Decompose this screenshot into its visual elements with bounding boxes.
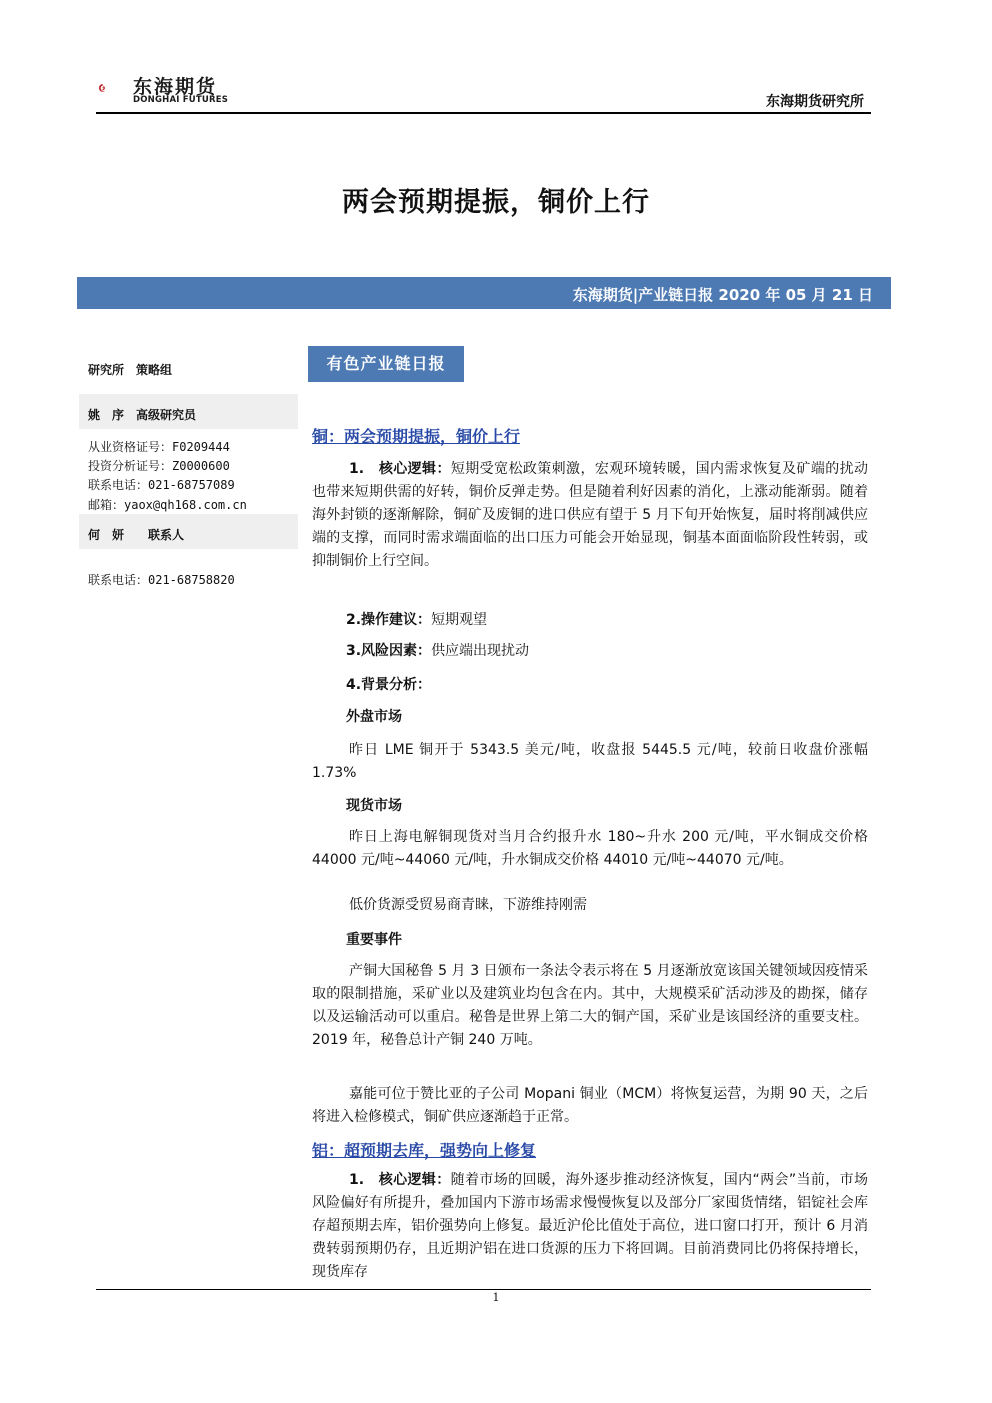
external-market-title: 外盘市场 — [346, 709, 402, 725]
copper-advice-text: 短期观望 — [431, 612, 488, 628]
copper-background-label: 4.背景分析： — [346, 677, 432, 693]
copper-logic-text: 短期受宽松政策刺激，宏观环境转暖，国内需求恢复及矿端的扰动也带来短期供需的好转，铜价反弹走势。但是随着利好因素的消化，上涨动能渐弱。随着海外封锁的逐渐解除，铜矿及废铜的进口供应有望于 5 月下旬开始恢复，届时将削减供应端的支撑，而同时需求端面临的出口压力可能会开始显现，铜基本面面临阶段性转弱，或抑制铜价上行空间。 — [312, 461, 869, 569]
header-rule — [96, 112, 871, 114]
sidebar-cert-analysis: 投资分析证号：Z0000600 — [88, 459, 230, 473]
copper-advice — [346, 609, 487, 629]
copper-logic-label: 1. 核心逻辑： — [349, 461, 451, 477]
sidebar-analyst2: 何 妍 联系人 — [88, 528, 185, 542]
event-peru: 产铜大国秘鲁 5 月 3 日颁布一条法令表示将在 5 月逐渐放宽该国关键领域因疫情采取的限制措施，采矿业以及建筑业均包含在内。其中，大规模采矿活动涉及的勘探，储存以及运输活动可以重启。秘鲁是世界上第二大的铜产国，采矿业是该国经济的重要支柱。2019 年，秘鲁总计产铜 240 万吨。 — [312, 963, 868, 1048]
header-institute-name: 东海期货研究所 — [766, 94, 864, 110]
sidebar-phone2: 联系电话：021-68758820 — [88, 573, 235, 587]
copper-risk — [346, 640, 529, 660]
event-glencore: 嘉能可位于赞比亚的子公司 Mopani 铜业（MCM）将恢复运营，为期 90 天，之后将进入检修模式，铜矿供应逐渐趋于正常。 — [312, 1086, 868, 1125]
logo-english-text: DONGHAI FUTURES — [133, 95, 229, 105]
footer-rule — [96, 1289, 871, 1290]
copper-advice-label: 2.操作建议： — [346, 612, 432, 628]
copper-background — [346, 674, 431, 694]
document-title: 两会预期提振，铜价上行 — [342, 187, 650, 218]
spot-market-title: 现货市场 — [346, 798, 402, 814]
sidebar-phone1: 联系电话：021-68757089 — [88, 478, 235, 492]
section-tag: 有色产业链日报 — [308, 346, 464, 382]
page-number: 1 — [492, 1291, 500, 1304]
sidebar-department: 研究所 策略组 — [88, 363, 173, 377]
spot-market-text: 昨日上海电解铜现货对当月合约报升水 180~升水 200 元/吨，平水铜成交价格 44000 元/吨~44060 元/吨，升水铜成交价格 44010 元/吨~44070 元/吨。 — [312, 829, 868, 868]
aluminum-logic-label: 1. 核心逻辑： — [349, 1172, 451, 1188]
copper-risk-text: 供应端出现扰动 — [431, 643, 530, 659]
sidebar-cert-qualification: 从业资格证号：F0209444 — [88, 440, 230, 454]
spot-market-note: 低价货源受贸易商青睐，下游维持刚需 — [349, 897, 587, 913]
report-banner — [77, 277, 891, 309]
logo-chinese-text: 东海期货 — [133, 76, 218, 98]
external-market-text: 昨日 LME 铜开于 5343.5 美元/吨，收盘报 5445.5 元/吨，较前日收盘价涨幅 1.73% — [312, 742, 868, 781]
banner-text: 东海期货|产业链日报 2020 年 05 月 21 日 — [572, 286, 873, 304]
aluminum-logic-paragraph — [312, 1169, 868, 1284]
copper-logic-paragraph — [312, 458, 868, 573]
aluminum-heading[interactable]: 铝：超预期去库，强势向上修复 — [312, 1141, 537, 1160]
copper-heading[interactable]: 铜：两会预期提振，铜价上行 — [312, 427, 521, 446]
sidebar-analyst1: 姚 序 高级研究员 — [88, 408, 197, 422]
company-logo-icon — [98, 68, 132, 108]
events-title: 重要事件 — [346, 932, 402, 948]
aluminum-logic-text: 随着市场的回暖，海外逐步推动经济恢复，国内“两会”当前，市场风险偏好有所提升，叠加国内下游市场需求慢慢恢复以及部分厂家囤货情绪，铝锭社会库存超预期去库，铝价强势向上修复。最近沪伦比值处于高位，进口窗口打开，预计 6 月消费转弱预期仍存，且近期沪铝在进口货源的压力下将回调。目前消费同比仍将保持增长，现货库存 — [312, 1172, 868, 1280]
sidebar-email1[interactable]: 邮箱：yaox@qh168.com.cn — [88, 498, 247, 512]
copper-risk-label: 3.风险因素： — [346, 643, 432, 659]
